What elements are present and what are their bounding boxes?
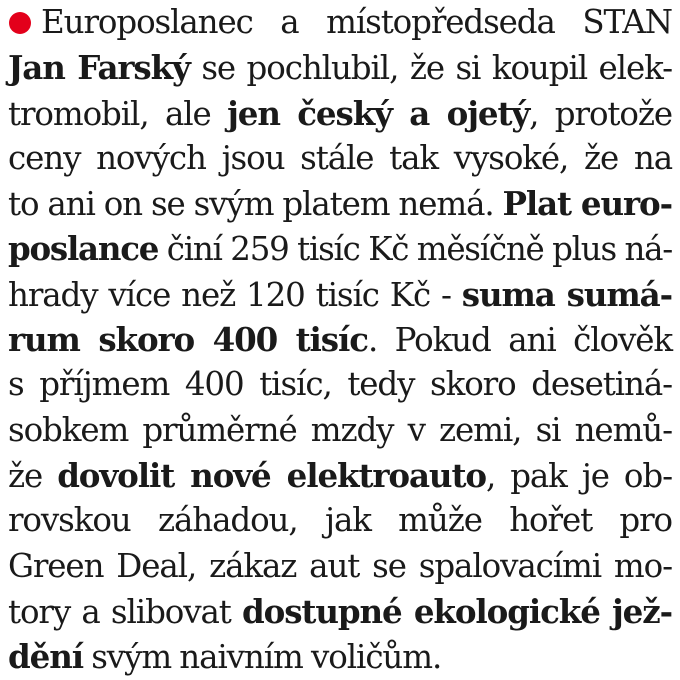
- text-line: [8, 272, 672, 317]
- text-segment: že: [8, 456, 58, 495]
- text-line: [8, 453, 672, 498]
- text-line: [8, 408, 672, 453]
- text-segment: se pochlubil, že si koupil elek-: [189, 49, 673, 88]
- text-line: [8, 589, 672, 634]
- text-line: [8, 45, 672, 90]
- text-segment: rovskou záhadou, jak může hořet pro: [8, 501, 672, 540]
- text-segment: tromobil, ale: [8, 94, 228, 133]
- text-segment: , pak je ob-: [485, 456, 672, 495]
- text-segment: ceny nových jsou stále tak vysoké, že na: [8, 138, 672, 177]
- text-segment: to ani on se svým platem nemá.: [8, 185, 503, 224]
- bold-text-segment: Plat euro-: [502, 184, 672, 224]
- text-segment: sobkem průměrné mzdy v zemi, si nemů-: [8, 410, 672, 449]
- bold-text-segment: Jan Farský: [8, 48, 190, 88]
- text-line: [8, 362, 672, 407]
- text-line: [8, 544, 672, 589]
- text-line: [8, 498, 672, 543]
- text-line: [8, 317, 672, 362]
- bold-text-segment: suma sumá-: [461, 274, 672, 314]
- text-segment: svým naivním voličům.: [82, 638, 442, 677]
- article-text: [8, 0, 672, 679]
- red-bullet-icon: [9, 12, 31, 34]
- bold-text-segment: poslance: [8, 229, 159, 269]
- text-line: [8, 0, 672, 45]
- text-segment: Green Deal, zákaz aut se spalovacími mo-: [8, 546, 672, 585]
- text-segment: Europoslanec a místopředseda STAN: [41, 3, 672, 41]
- text-segment: . Pokud ani člověk: [367, 321, 672, 360]
- text-segment: , protože: [529, 94, 672, 133]
- bold-text-segment: jen český a ojetý: [227, 93, 530, 133]
- bold-text-segment: dovolit nové elektroauto: [57, 455, 486, 495]
- text-line: [8, 91, 672, 136]
- text-line: [8, 136, 672, 181]
- bold-text-segment: dění: [8, 637, 83, 677]
- bold-text-segment: dostupné ekologické jež-: [242, 591, 672, 631]
- text-segment: tory a slibovat: [8, 592, 243, 631]
- text-segment: hrady více než 120 tisíc Kč -: [8, 275, 462, 314]
- text-line: [8, 226, 672, 271]
- text-line: [8, 181, 672, 226]
- text-line: [8, 634, 672, 679]
- bold-text-segment: rum skoro 400 tisíc: [8, 320, 368, 360]
- text-segment: s příjmem 400 tisíc, tedy skoro desetiná-: [8, 365, 672, 404]
- text-segment: činí 259 tisíc Kč měsíčně plus ná-: [158, 230, 672, 269]
